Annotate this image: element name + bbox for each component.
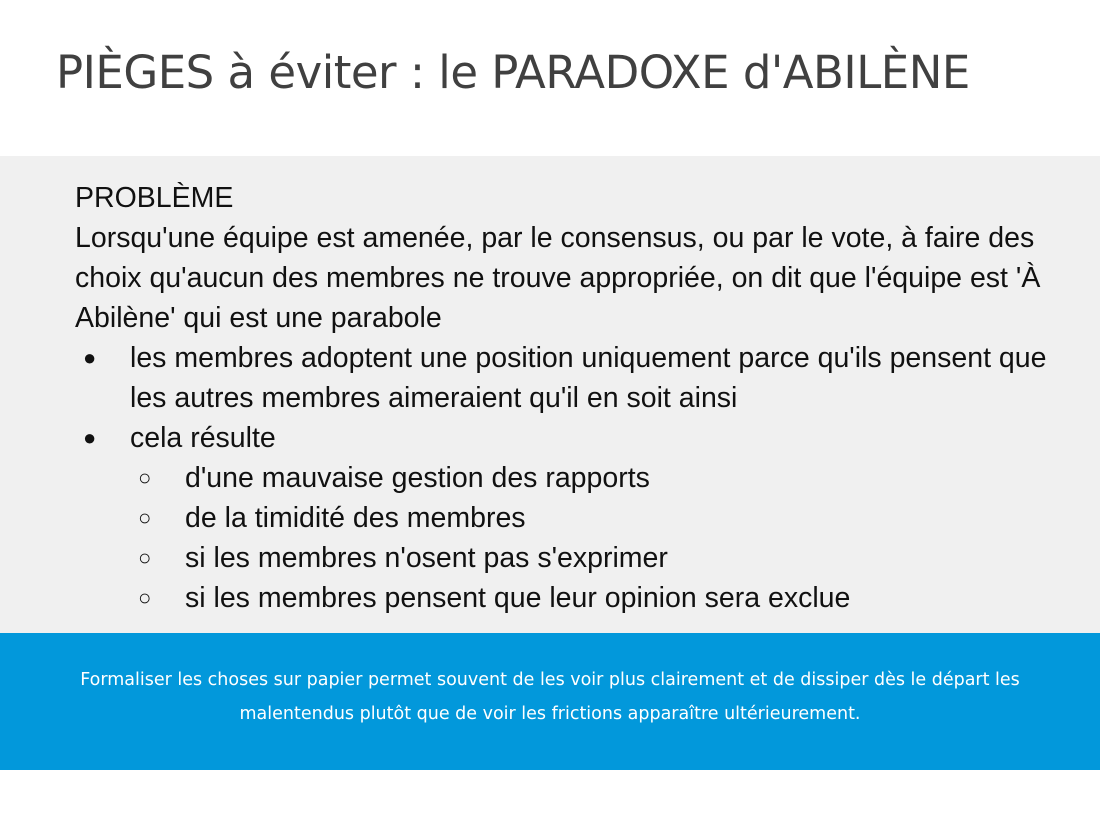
bullet-dot-icon: ● xyxy=(83,425,97,450)
bullet-text: les membres adoptent une position uniquement parce qu'ils pensent que les autres membres aimeraient qu'il en soit ainsi xyxy=(130,342,1047,414)
sub-bullet-text: de la timidité des membres xyxy=(185,502,526,534)
sub-bullet-item xyxy=(130,458,1085,498)
sub-bullet-text: si les membres pensent que leur opinion sera exclue xyxy=(185,582,851,614)
sub-bullet-item xyxy=(130,578,1085,618)
footer-text: Formaliser les choses sur papier permet souvent de les voir plus clairement et de dissiper dès le départ les malentendus plutôt que de voir les frictions apparaître ultérieurement. xyxy=(80,670,1020,724)
sub-bullet-text: d'une mauvaise gestion des rapports xyxy=(185,462,650,494)
hollow-circle-icon: ○ xyxy=(138,585,152,610)
bullet-item xyxy=(75,338,1085,418)
sub-bullet-list xyxy=(130,458,1085,618)
content-panel xyxy=(0,156,1100,633)
problem-description: Lorsqu'une équipe est amenée, par le consensus, ou par le vote, à faire des choix qu'aucun des membres ne trouve appropriée, on dit que l'équipe est 'À Abilène' qui est une parabole xyxy=(75,222,1041,334)
sub-bullet-item xyxy=(130,538,1085,578)
bullet-list xyxy=(75,338,1085,618)
hollow-circle-icon: ○ xyxy=(138,505,152,530)
hollow-circle-icon: ○ xyxy=(138,465,152,490)
slide-title: PIÈGES à éviter : le PARADOXE d'ABILÈNE xyxy=(56,46,970,99)
bullet-dot-icon: ● xyxy=(83,345,97,370)
footer-band xyxy=(0,633,1100,770)
hollow-circle-icon: ○ xyxy=(138,545,152,570)
bullet-text: cela résulte xyxy=(130,422,276,454)
bullet-item xyxy=(75,418,1085,618)
content-body xyxy=(75,178,1085,618)
sub-bullet-item xyxy=(130,498,1085,538)
sub-bullet-text: si les membres n'osent pas s'exprimer xyxy=(185,542,668,574)
problem-heading: PROBLÈME xyxy=(75,182,234,214)
